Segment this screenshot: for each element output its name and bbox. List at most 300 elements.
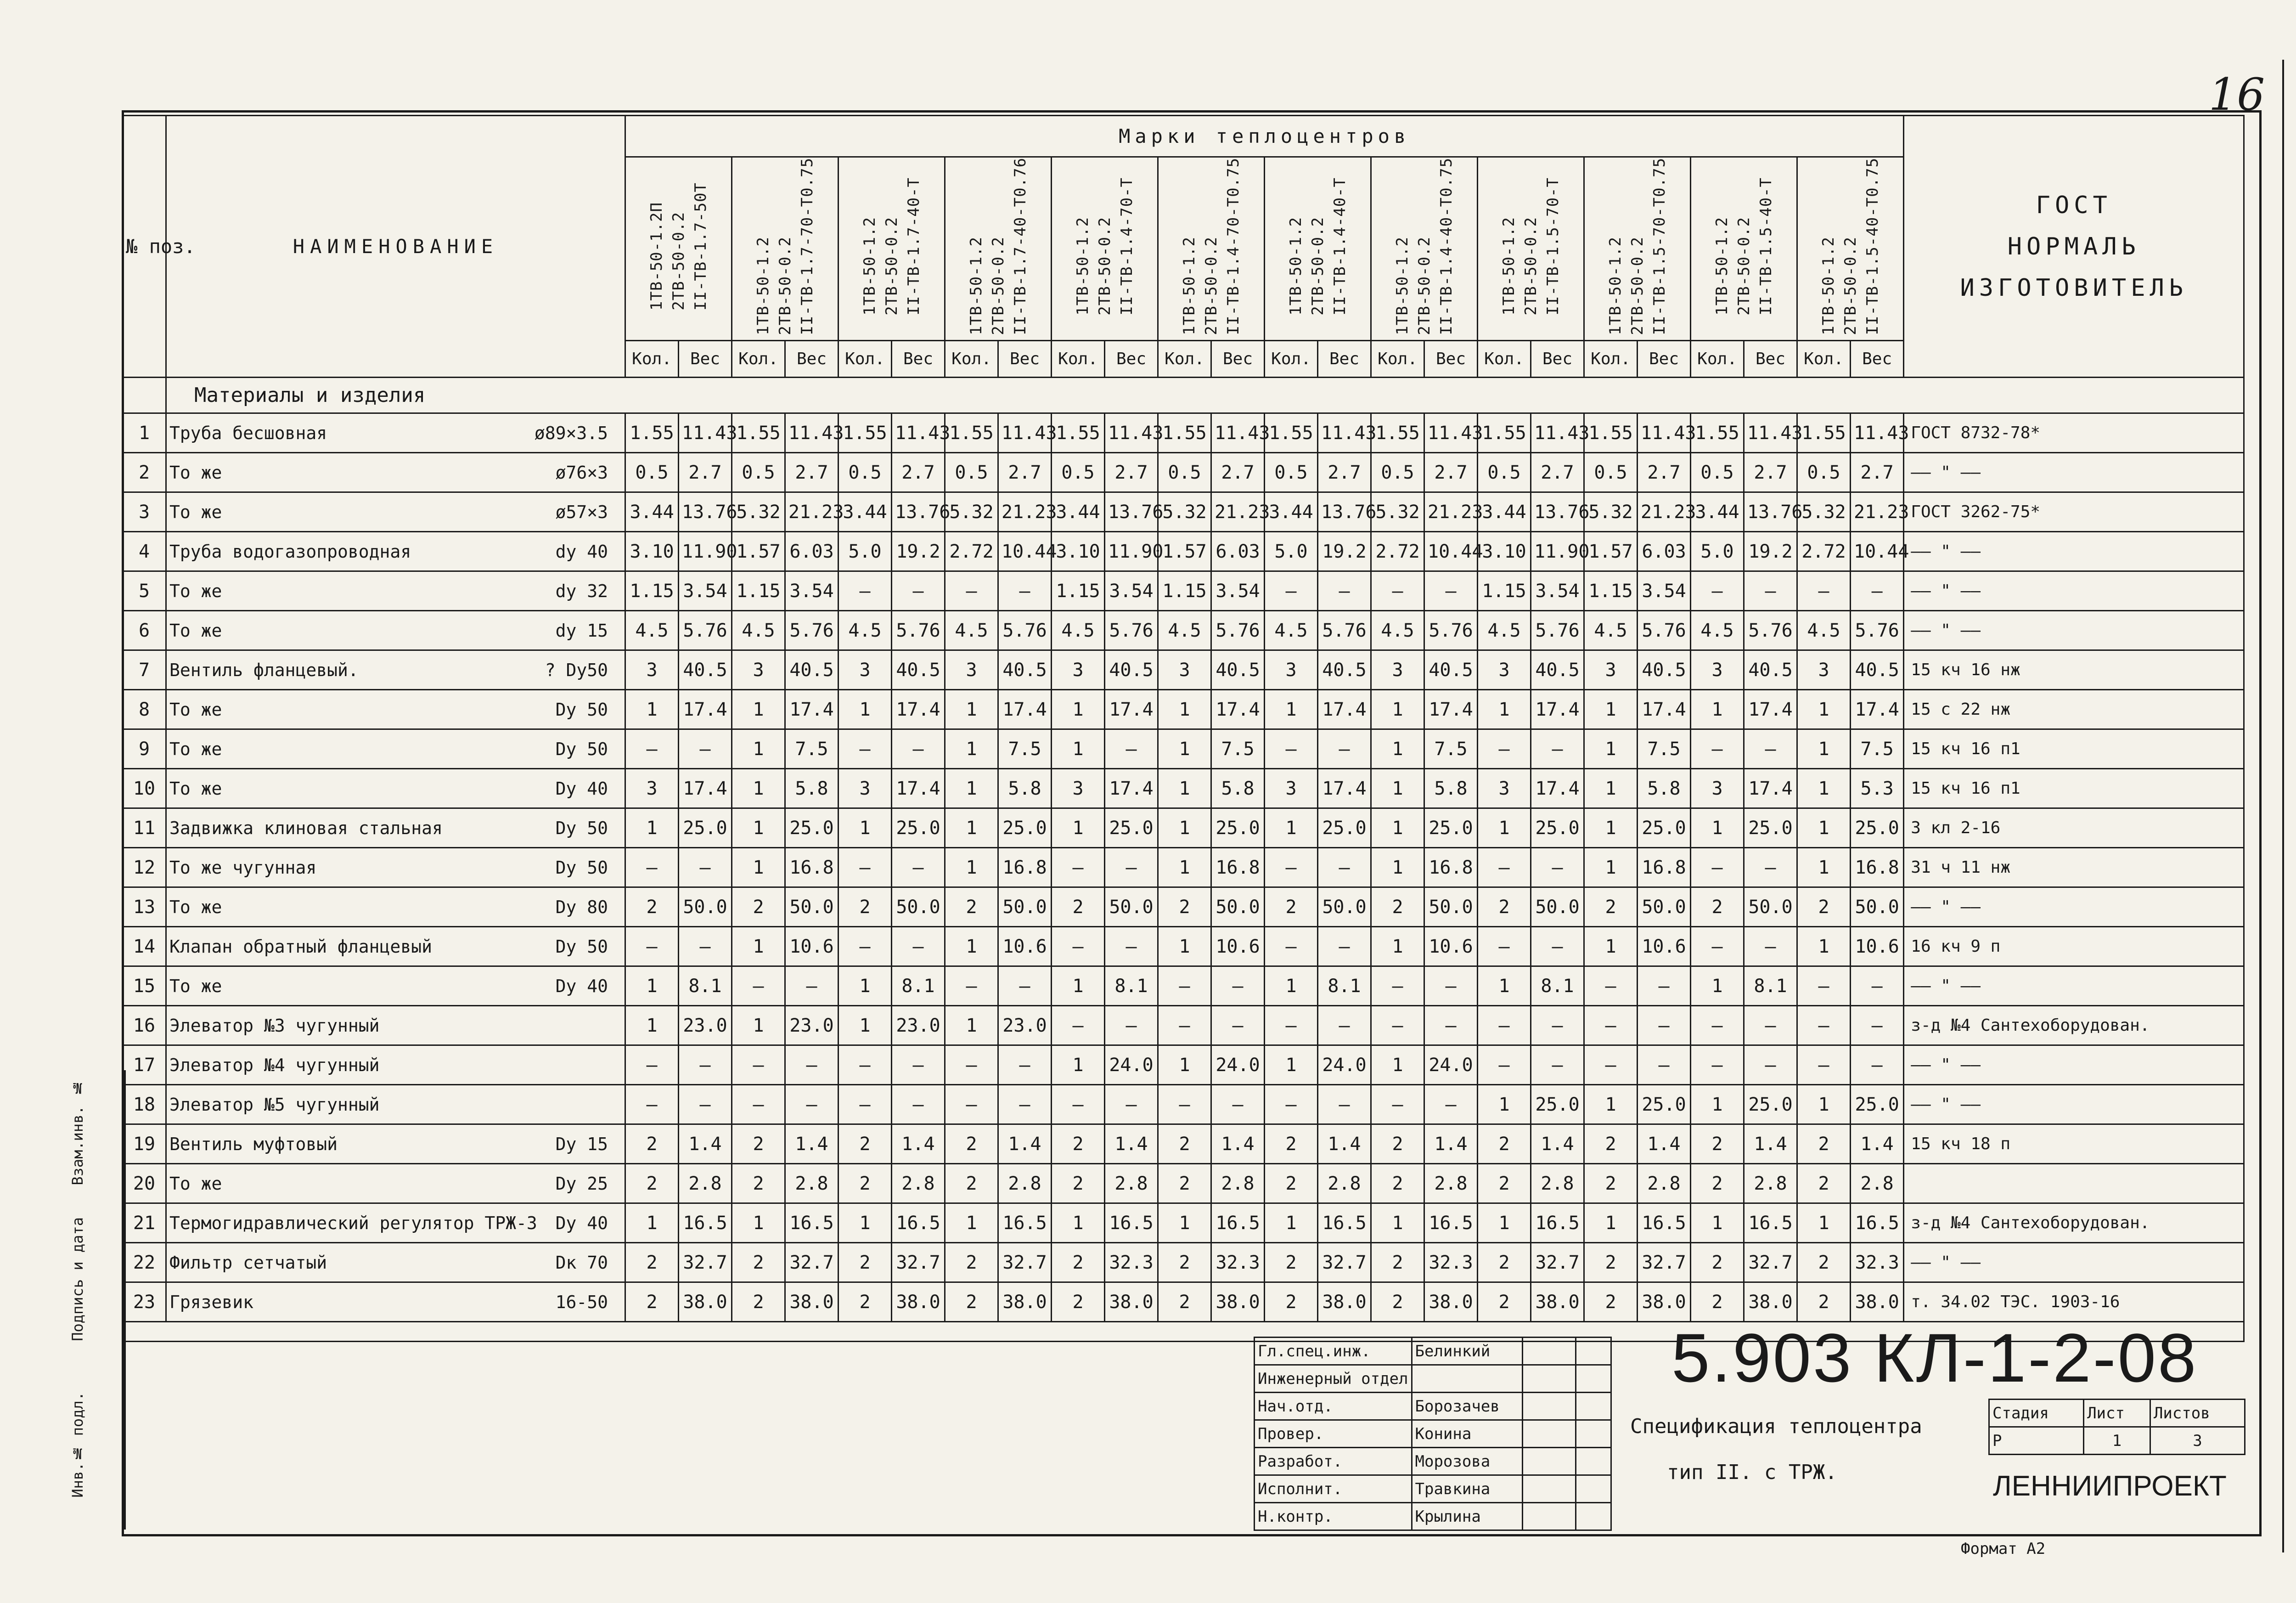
ves-cell: 25.0 (1318, 808, 1371, 848)
table-row (123, 927, 2244, 966)
ves-cell: 7.5 (1851, 729, 1904, 769)
table-row (123, 966, 2244, 1006)
row-name-cell (166, 1164, 625, 1203)
kol-cell: 3.44 (1691, 492, 1744, 532)
row-gost: ГОСТ 8732-78* (1904, 413, 2244, 453)
kol-cell: 2 (945, 1164, 998, 1203)
row-gost: —— " —— (1904, 1243, 2244, 1282)
kol-cell: 0.5 (1691, 453, 1744, 492)
ves-cell: — (1744, 729, 1797, 769)
row-name: Вентиль фланцевый. (169, 660, 359, 680)
ves-cell: — (1744, 848, 1797, 887)
brand-label: 1ТВ-50-1.2 (1393, 237, 1412, 335)
signature-sign (1523, 1448, 1576, 1475)
ves-cell: 40.5 (679, 650, 732, 690)
row-name-cell (166, 848, 625, 887)
ves-cell: 40.5 (1744, 650, 1797, 690)
signature-date (1576, 1420, 1611, 1448)
row-size: Dу 80 (555, 897, 608, 917)
kol-cell: 2 (838, 1124, 892, 1164)
kol-cell: — (732, 1045, 785, 1085)
kol-cell: 1 (945, 769, 998, 808)
ves-cell: 3.54 (785, 571, 838, 611)
ves-cell: 2.8 (1744, 1164, 1797, 1203)
kol-header: Кол. (1691, 341, 1744, 378)
row-pos: 1 (123, 413, 166, 453)
kol-cell: 1 (1371, 769, 1424, 808)
kol-cell: 1.15 (732, 571, 785, 611)
right-edge-line (2282, 60, 2284, 1552)
sheet-label: Лист (2084, 1400, 2150, 1427)
kol-cell: — (1158, 966, 1211, 1006)
row-name-cell (166, 808, 625, 848)
row-name-cell (166, 611, 625, 650)
row-pos: 20 (123, 1164, 166, 1203)
kol-cell: 1 (625, 808, 679, 848)
kol-cell: — (1584, 1006, 1638, 1045)
ves-cell: 50.0 (998, 887, 1052, 927)
kol-cell: 2 (1584, 1243, 1638, 1282)
ves-cell: 10.6 (998, 927, 1052, 966)
row-name: То же (169, 778, 222, 799)
ves-cell: 32.7 (1638, 1243, 1691, 1282)
brand-label: II-ТВ-1.7-70-Т0.75 (798, 158, 816, 335)
brand-label: 1ТВ-50-1.2П (647, 202, 666, 311)
ves-cell: 10.6 (1851, 927, 1904, 966)
brand-label: 1ТВ-50-1.2 (967, 237, 985, 335)
sidebar-label-inventory: Инв.№ подл. (69, 1392, 86, 1498)
kol-cell: 3 (945, 650, 998, 690)
row-pos: 19 (123, 1124, 166, 1164)
row-size: ø57×3 (555, 502, 608, 522)
gost-header-line2: НОРМАЛЬ (2007, 232, 2140, 260)
kol-cell: 3 (1265, 650, 1318, 690)
brand-label: 1ТВ-50-1.2 (1180, 237, 1199, 335)
table-row (123, 492, 2244, 532)
ves-cell: 50.0 (1211, 887, 1265, 927)
ves-cell: 13.76 (679, 492, 732, 532)
kol-cell: 2 (1052, 1124, 1105, 1164)
ves-cell: — (1638, 1006, 1691, 1045)
table-row (123, 413, 2244, 453)
ves-cell: 24.0 (1318, 1045, 1371, 1085)
ves-cell: 25.0 (1851, 1085, 1904, 1124)
kol-cell: 1 (1265, 690, 1318, 729)
kol-cell: 1.15 (1584, 571, 1638, 611)
kol-cell: 1 (1797, 690, 1851, 729)
ves-cell: 16.5 (1211, 1203, 1265, 1243)
kol-cell: 1 (1371, 1203, 1424, 1243)
brand-group-cell (1584, 157, 1691, 341)
kol-cell: 1.15 (625, 571, 679, 611)
kol-cell: 2 (1158, 1243, 1211, 1282)
row-name: То же (169, 581, 222, 601)
kol-cell: 1 (1478, 808, 1531, 848)
signature-role: Разработ. (1255, 1448, 1412, 1475)
ves-cell: 25.0 (892, 808, 945, 848)
ves-cell: — (1318, 1006, 1371, 1045)
kol-cell: 1 (1371, 729, 1424, 769)
ves-cell: 1.4 (1744, 1124, 1797, 1164)
ves-cell: — (1531, 729, 1584, 769)
ves-cell: 13.76 (1105, 492, 1158, 532)
ves-cell: 2.7 (785, 453, 838, 492)
kol-cell: 4.5 (1691, 611, 1744, 650)
kol-cell: 3 (1052, 769, 1105, 808)
kol-cell: — (625, 927, 679, 966)
brand-group-cell (1158, 157, 1265, 341)
kol-cell: 1 (1265, 1045, 1318, 1085)
ves-cell: 11.43 (1105, 413, 1158, 453)
kol-cell: 2 (1478, 887, 1531, 927)
row-size: dу 40 (555, 541, 608, 562)
ves-cell: 1.4 (785, 1124, 838, 1164)
ves-cell: 5.76 (1211, 611, 1265, 650)
brand-label: II-ТВ-1.5-70-Т0.75 (1650, 158, 1669, 335)
table-row (123, 1164, 2244, 1203)
row-name: Элеватор №5 чугунный (169, 1094, 380, 1115)
ves-header: Вес (1851, 341, 1904, 378)
ves-cell: 40.5 (1105, 650, 1158, 690)
kol-cell: 2 (1158, 1164, 1211, 1203)
kol-cell: 1 (1158, 927, 1211, 966)
ves-header: Вес (892, 341, 945, 378)
brand-label: 1ТВ-50-1.2 (1286, 217, 1305, 316)
ves-cell: 5.76 (785, 611, 838, 650)
ves-cell: 38.0 (1424, 1282, 1478, 1322)
brand-label: 2ТВ-50-0.2 (1734, 217, 1753, 316)
kol-cell: — (1052, 848, 1105, 887)
brand-label: 2ТВ-50-0.2 (989, 237, 1007, 335)
kol-cell: 1 (1371, 690, 1424, 729)
ves-cell: 21.23 (1851, 492, 1904, 532)
row-size: 16-50 (555, 1292, 608, 1312)
brand-label: II-ТВ-1.7-50Т (691, 182, 710, 311)
kol-cell: 3.10 (1052, 532, 1105, 571)
kol-cell: — (838, 729, 892, 769)
ves-cell: 5.76 (998, 611, 1052, 650)
signature-date (1576, 1338, 1611, 1365)
ves-cell: 1.4 (998, 1124, 1052, 1164)
row-gost: —— " —— (1904, 887, 2244, 927)
row-pos: 2 (123, 453, 166, 492)
ves-cell: 17.4 (1318, 769, 1371, 808)
row-gost: 16 кч 9 п (1904, 927, 2244, 966)
kol-cell: 2 (945, 1243, 998, 1282)
kol-cell: 2 (732, 887, 785, 927)
kol-cell: — (1052, 927, 1105, 966)
kol-cell: 2 (1691, 1243, 1744, 1282)
kol-cell: 0.5 (1158, 453, 1211, 492)
ves-cell: 50.0 (1424, 887, 1478, 927)
kol-cell: 4.5 (838, 611, 892, 650)
kol-cell: — (1371, 1006, 1424, 1045)
sidebar-label-replaced: Взам.инв. № (69, 1079, 86, 1185)
row-name-cell (166, 769, 625, 808)
kol-cell: 1 (1584, 808, 1638, 848)
row-name-cell (166, 1045, 625, 1085)
gost-header (1904, 116, 2244, 378)
ves-cell: — (1318, 571, 1371, 611)
brand-label: 1ТВ-50-1.2 (860, 217, 879, 316)
ves-cell: 11.43 (1531, 413, 1584, 453)
kol-cell: 1 (1797, 729, 1851, 769)
row-size: Dу 25 (555, 1173, 608, 1194)
kol-cell: 1 (1584, 729, 1638, 769)
row-gost: 31 ч 11 нж (1904, 848, 2244, 887)
ves-cell: 17.4 (1851, 690, 1904, 729)
kol-cell: 4.5 (625, 611, 679, 650)
brand-label: 1ТВ-50-1.2 (1073, 217, 1092, 316)
ves-cell: 25.0 (1638, 1085, 1691, 1124)
document-number: 5.903 КЛ-1-2-08 (1671, 1319, 2198, 1396)
stage-value: Р (1989, 1427, 2084, 1455)
ves-cell: 1.4 (1851, 1124, 1904, 1164)
kol-cell: 3.44 (1265, 492, 1318, 532)
kol-cell: 0.5 (1478, 453, 1531, 492)
kol-cell: 2 (1052, 1243, 1105, 1282)
kol-cell: 2 (838, 1282, 892, 1322)
ves-cell: — (1424, 571, 1478, 611)
ves-cell: 8.1 (892, 966, 945, 1006)
ves-cell: — (1105, 1006, 1158, 1045)
sheets-label: Листов (2150, 1400, 2245, 1427)
row-size: dу 32 (555, 581, 608, 601)
brands-header: Марки теплоцентров (625, 116, 1904, 157)
kol-cell: 1 (945, 848, 998, 887)
kol-cell: — (625, 729, 679, 769)
row-name: То же (169, 739, 222, 759)
ves-cell: 32.7 (679, 1243, 732, 1282)
ves-cell: 11.90 (1105, 532, 1158, 571)
kol-header: Кол. (1584, 341, 1638, 378)
sheet-value: 1 (2084, 1427, 2150, 1455)
ves-cell: 23.0 (785, 1006, 838, 1045)
ves-cell: 32.3 (1211, 1243, 1265, 1282)
row-name-cell (166, 1006, 625, 1045)
section-pos-cell (123, 378, 166, 413)
table-row (123, 532, 2244, 571)
ves-cell: — (892, 571, 945, 611)
kol-cell: 1 (945, 690, 998, 729)
ves-cell: 23.0 (998, 1006, 1052, 1045)
kol-cell: 1 (1371, 848, 1424, 887)
ves-cell: 11.43 (1744, 413, 1797, 453)
ves-cell: 2.7 (1105, 453, 1158, 492)
ves-cell: 21.23 (1211, 492, 1265, 532)
ves-header: Вес (1638, 341, 1691, 378)
signature-date (1576, 1475, 1611, 1503)
ves-cell: 2.8 (785, 1164, 838, 1203)
kol-cell: 1 (1052, 690, 1105, 729)
kol-cell: 3 (1797, 650, 1851, 690)
kol-cell: 1.55 (1797, 413, 1851, 453)
kol-cell: 4.5 (732, 611, 785, 650)
ves-cell: 10.44 (1851, 532, 1904, 571)
kol-cell: 1 (838, 1203, 892, 1243)
kol-cell: — (1265, 571, 1318, 611)
kol-cell: 2 (1691, 887, 1744, 927)
row-gost: 3 кл 2-16 (1904, 808, 2244, 848)
kol-cell: 1 (1691, 1203, 1744, 1243)
kol-cell: 2 (1371, 1243, 1424, 1282)
brand-label: II-ТВ-1.7-40-Т0.76 (1011, 158, 1030, 335)
ves-cell: 5.8 (1424, 769, 1478, 808)
kol-cell: 1.55 (1691, 413, 1744, 453)
kol-cell: 1 (838, 966, 892, 1006)
row-name-cell (166, 453, 625, 492)
ves-cell: 16.5 (998, 1203, 1052, 1243)
ves-header: Вес (1424, 341, 1478, 378)
ves-cell: 2.8 (1531, 1164, 1584, 1203)
ves-cell: — (679, 1045, 732, 1085)
row-name-cell (166, 690, 625, 729)
kol-cell: 1 (1371, 927, 1424, 966)
row-gost: з-д №4 Сантехоборудован. (1904, 1006, 2244, 1045)
brand-label: II-ТВ-1.5-70-Т (1543, 177, 1562, 316)
kol-cell: 3 (732, 650, 785, 690)
row-name: Элеватор №4 чугунный (169, 1055, 380, 1075)
ves-cell: 3.54 (1531, 571, 1584, 611)
ves-cell: 40.5 (998, 650, 1052, 690)
kol-cell: — (1371, 1085, 1424, 1124)
row-gost: 15 кч 16 нж (1904, 650, 2244, 690)
kol-header: Кол. (1478, 341, 1531, 378)
row-name: Вентиль муфтовый (169, 1134, 338, 1154)
row-gost: з-д №4 Сантехоборудован. (1904, 1203, 2244, 1243)
ves-cell: 1.4 (1424, 1124, 1478, 1164)
ves-cell: 7.5 (1211, 729, 1265, 769)
brand-label: 1ТВ-50-1.2 (1606, 237, 1625, 335)
kol-header: Кол. (625, 341, 679, 378)
kol-cell: 3.10 (625, 532, 679, 571)
kol-cell: 1.55 (945, 413, 998, 453)
signature-role: Нач.отд. (1255, 1393, 1412, 1420)
kol-cell: 2 (1371, 1164, 1424, 1203)
kol-cell: 1 (732, 927, 785, 966)
ves-cell: 16.8 (785, 848, 838, 887)
kol-cell: 1 (1584, 1085, 1638, 1124)
ves-cell: 11.43 (679, 413, 732, 453)
kol-cell: — (1797, 571, 1851, 611)
ves-cell: — (1744, 1045, 1797, 1085)
brand-label: 2ТВ-50-0.2 (776, 237, 794, 335)
ves-cell: 2.7 (998, 453, 1052, 492)
row-pos: 18 (123, 1085, 166, 1124)
brand-group-cell (1052, 157, 1158, 341)
kol-cell: 1 (625, 1006, 679, 1045)
row-pos: 16 (123, 1006, 166, 1045)
ves-cell: 2.8 (1424, 1164, 1478, 1203)
row-size: ø76×3 (555, 462, 608, 483)
kol-cell: 2 (1691, 1282, 1744, 1322)
ves-cell: — (1424, 966, 1478, 1006)
ves-cell: 5.76 (1851, 611, 1904, 650)
row-pos: 6 (123, 611, 166, 650)
row-pos: 21 (123, 1203, 166, 1243)
kol-cell: — (1158, 1006, 1211, 1045)
signature-date (1576, 1448, 1611, 1475)
kol-cell: 2 (1797, 1124, 1851, 1164)
kol-cell: — (1478, 1045, 1531, 1085)
kol-cell: 0.5 (1584, 453, 1638, 492)
ves-header: Вес (785, 341, 838, 378)
ves-cell: 50.0 (892, 887, 945, 927)
ves-cell: 17.4 (1744, 769, 1797, 808)
ves-cell: 38.0 (1531, 1282, 1584, 1322)
row-pos: 5 (123, 571, 166, 611)
ves-cell: 25.0 (998, 808, 1052, 848)
kol-cell: 5.0 (1691, 532, 1744, 571)
row-name: То же (169, 976, 222, 996)
kol-cell: — (1584, 1045, 1638, 1085)
kol-cell: 1 (1478, 966, 1531, 1006)
row-name-cell (166, 1085, 625, 1124)
row-pos: 13 (123, 887, 166, 927)
kol-cell: 1 (1797, 808, 1851, 848)
row-name: То же чугунная (169, 857, 317, 878)
brand-label: II-ТВ-1.4-70-Т0.75 (1224, 158, 1243, 335)
ves-cell: — (998, 1085, 1052, 1124)
kol-cell: — (1797, 966, 1851, 1006)
ves-cell: 17.4 (998, 690, 1052, 729)
kol-cell: — (1691, 927, 1744, 966)
ves-cell: 1.4 (892, 1124, 945, 1164)
brand-label: 2ТВ-50-0.2 (882, 217, 901, 316)
ves-cell: 25.0 (1424, 808, 1478, 848)
row-name: То же (169, 1173, 222, 1194)
row-name: То же (169, 897, 222, 917)
kol-cell: 1 (1158, 690, 1211, 729)
kol-cell: 0.5 (625, 453, 679, 492)
ves-cell: 38.0 (1851, 1282, 1904, 1322)
kol-cell: 3 (1691, 650, 1744, 690)
ves-cell: 1.4 (1105, 1124, 1158, 1164)
kol-cell: 1.15 (1052, 571, 1105, 611)
signature-name: Конина (1412, 1420, 1523, 1448)
ves-cell: 40.5 (1424, 650, 1478, 690)
row-size: Dк 70 (555, 1252, 608, 1273)
row-name: Клапан обратный фланцевый (169, 936, 432, 957)
row-size: ø89×3.5 (534, 423, 608, 443)
kol-cell: — (1158, 1085, 1211, 1124)
brand-label: II-ТВ-1.4-40-Т0.75 (1437, 158, 1456, 335)
kol-cell: 1.55 (1371, 413, 1424, 453)
kol-cell: 2 (625, 1282, 679, 1322)
row-size: Dу 50 (555, 699, 608, 720)
kol-cell: 1.57 (1584, 532, 1638, 571)
ves-cell: — (1744, 571, 1797, 611)
row-name-cell (166, 413, 625, 453)
ves-cell: 5.8 (1211, 769, 1265, 808)
ves-cell: 11.43 (892, 413, 945, 453)
ves-cell: 17.4 (1105, 769, 1158, 808)
kol-cell: — (1691, 848, 1744, 887)
format-label: Формат А2 (1961, 1540, 2046, 1558)
ves-cell: — (785, 1045, 838, 1085)
signature-row (1255, 1365, 1611, 1393)
kol-cell: 1.15 (1158, 571, 1211, 611)
table-row (123, 611, 2244, 650)
ves-cell: 19.2 (892, 532, 945, 571)
ves-cell: 2.8 (1211, 1164, 1265, 1203)
ves-cell: 16.5 (1638, 1203, 1691, 1243)
signature-row (1255, 1420, 1611, 1448)
table-row (123, 1203, 2244, 1243)
signature-sign (1523, 1338, 1576, 1365)
kol-cell: 1 (945, 1203, 998, 1243)
ves-cell: 16.5 (1105, 1203, 1158, 1243)
